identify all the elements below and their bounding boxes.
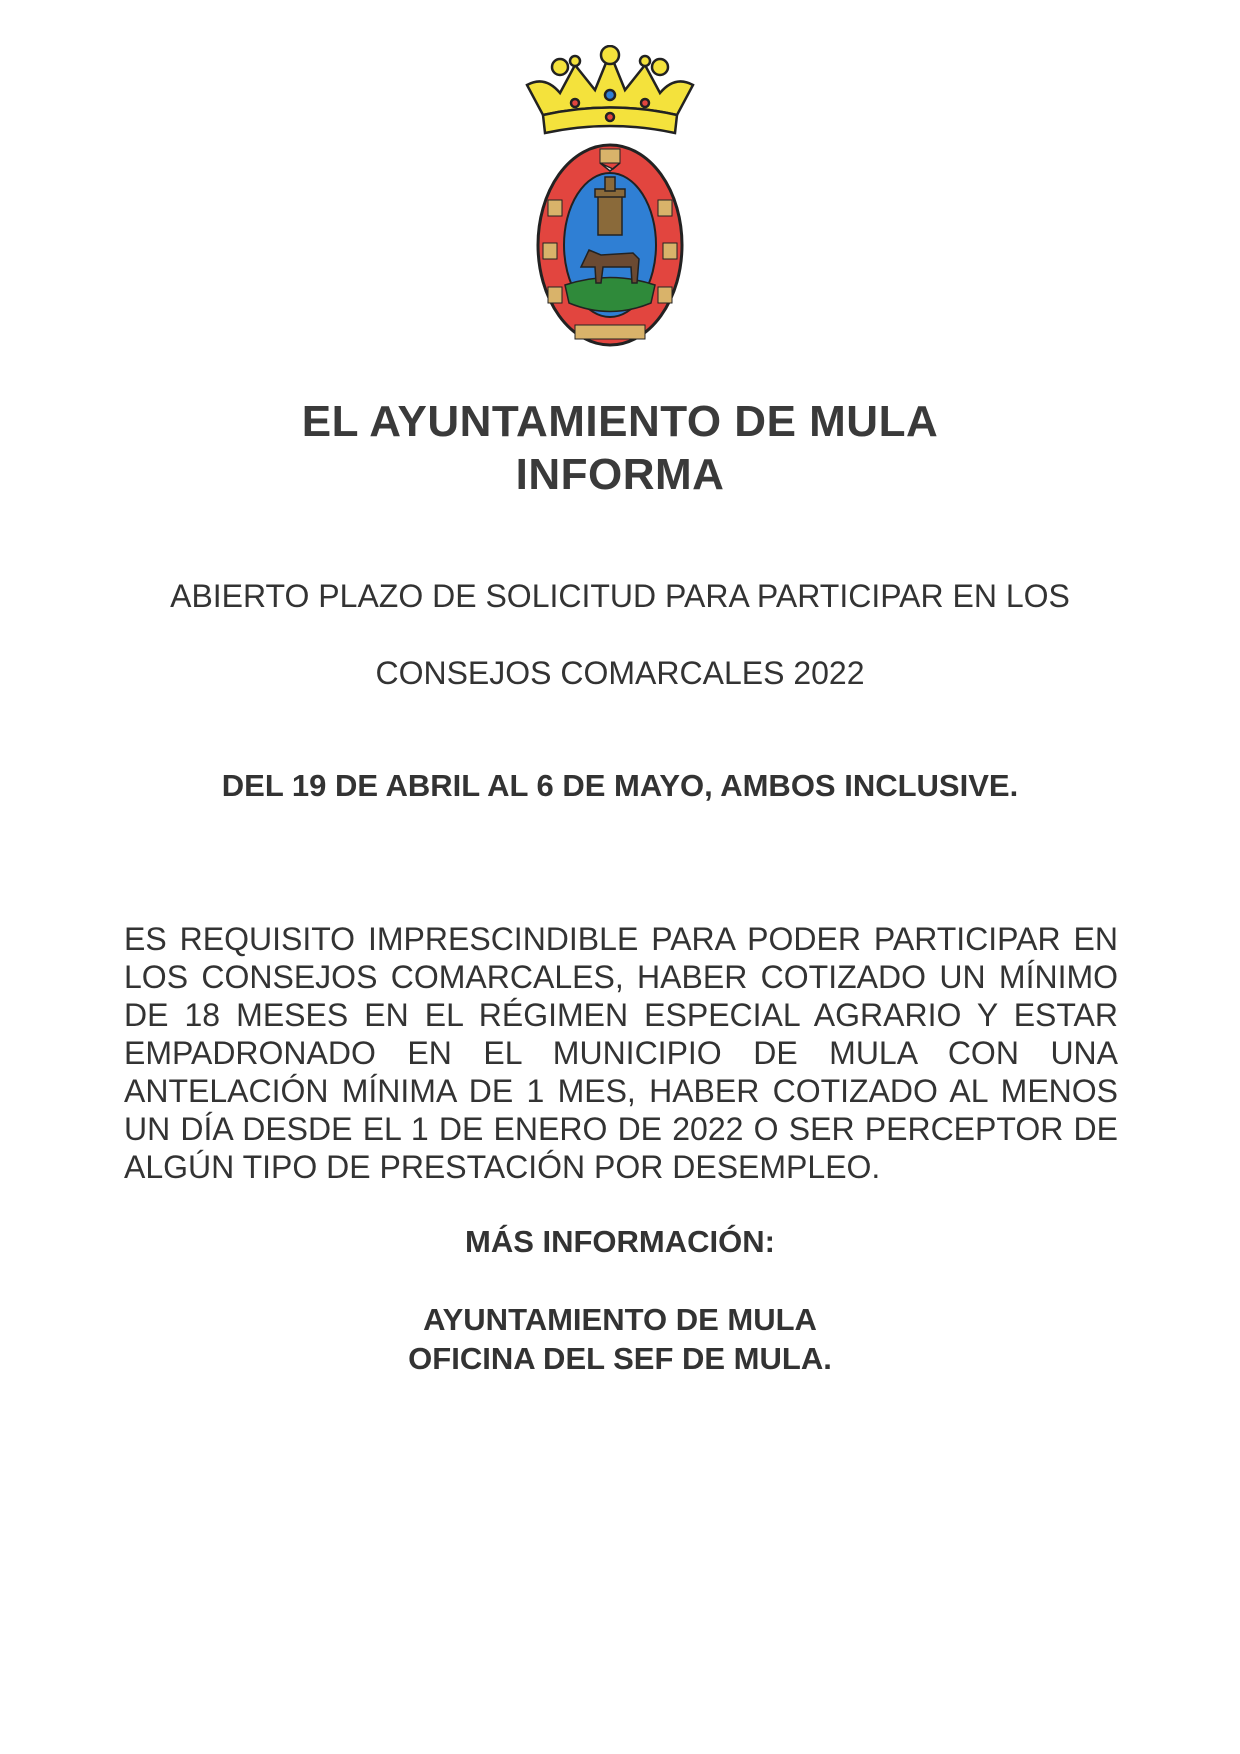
announcement-line2: CONSEJOS COMARCALES 2022 bbox=[375, 655, 865, 691]
page-title-line2: INFORMA bbox=[515, 450, 725, 499]
contact-line2: OFICINA DEL SEF DE MULA. bbox=[408, 1341, 832, 1376]
crown-icon bbox=[527, 46, 693, 133]
coat-of-arms-icon bbox=[515, 45, 705, 375]
requirements-paragraph: ES REQUISITO IMPRESCINDIBLE PARA PODER PARTICIPAR EN LOS CONSEJOS COMARCALES, HABER COTIZADO UN MÍNIMO DE 18 MESES EN EL RÉGIMEN ESPECIAL AGRARIO Y ESTAR EMPADRONADO EN EL MUNICIPIO DE MULA CON UNA ANTELACIÓN MÍNIMA DE 1 MES, HABER COTIZADO AL MENOS UN DÍA DESDE EL 1 DE ENERO DE 2022 O SER PERCEPTOR DE ALGÚN TIPO DE PRESTACIÓN POR DESEMPLEO. bbox=[124, 921, 1118, 1185]
more-info-heading: MÁS INFORMACIÓN: bbox=[465, 1224, 775, 1259]
announcement-line1: ABIERTO PLAZO DE SOLICITUD PARA PARTICIPAR EN LOS bbox=[170, 578, 1070, 614]
page-title-line1: EL AYUNTAMIENTO DE MULA bbox=[301, 397, 939, 446]
contact-line1: AYUNTAMIENTO DE MULA bbox=[423, 1302, 817, 1337]
application-period: DEL 19 DE ABRIL AL 6 DE MAYO, AMBOS INCLUSIVE. bbox=[221, 768, 1019, 803]
